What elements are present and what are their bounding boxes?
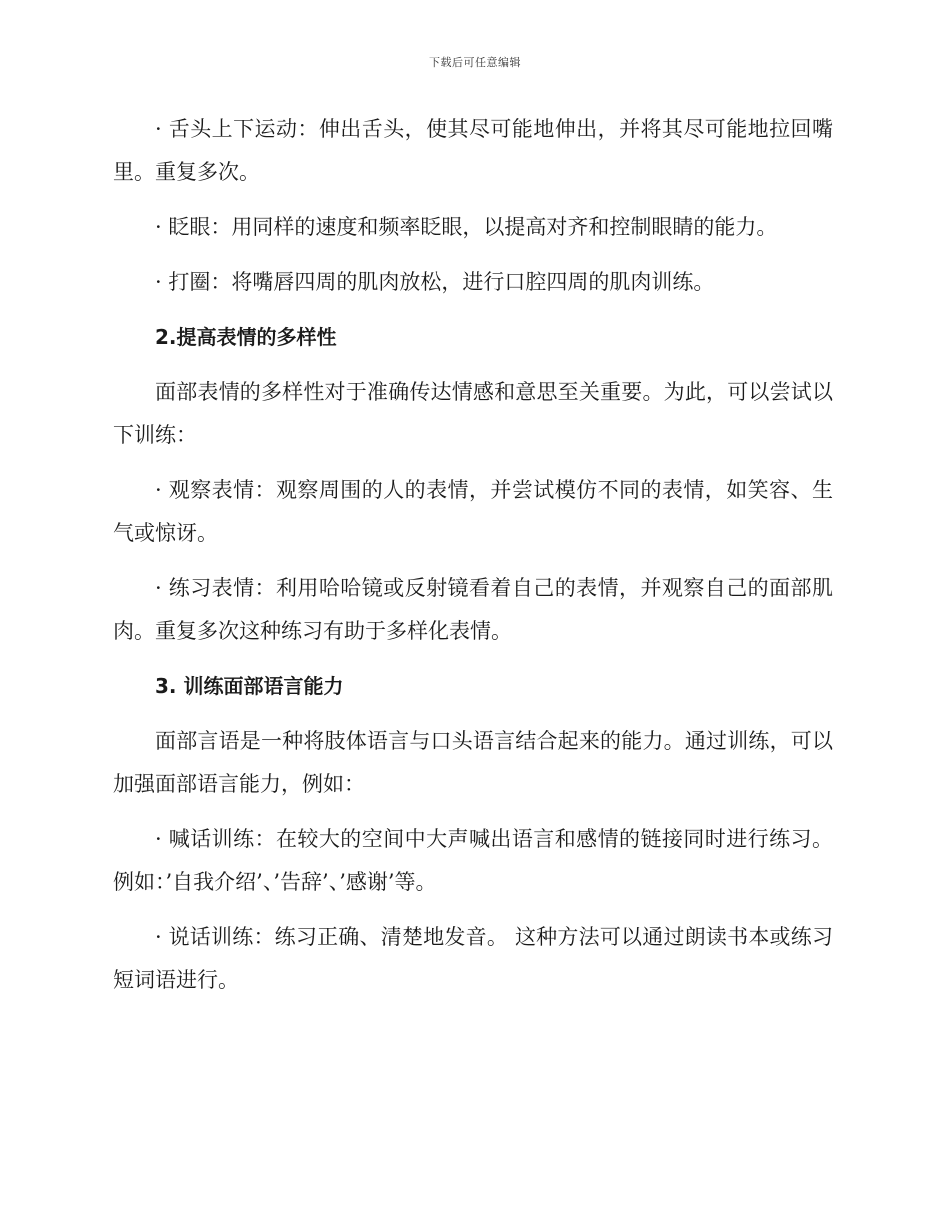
document-body <box>113 108 833 1014</box>
bullet-speaking-training: · 说话训练：练习正确、清楚地发音。 这种方法可以通过朗读书本或练习短词语进行。 <box>113 925 833 992</box>
bullet-blink-exercise: · 眨眼：用同样的速度和频率眨眼，以提高对齐和控制眼睛的能力。 <box>155 215 778 239</box>
bullet-tongue-exercise: · 舌头上下运动：伸出舌头，使其尽可能地伸出，并将其尽可能地拉回嘴里。重复多次。 <box>113 117 833 184</box>
bullet-circle-exercise: · 打圈：将嘴唇四周的肌肉放松，进行口腔四周的肌肉训练。 <box>155 270 715 294</box>
bullet-shouting-training: · 喊话训练：在较大的空间中大声喊出语言和感情的链接同时进行练习。例如：’自我介绍’、’告辞’、’感谢’等。 <box>113 827 833 894</box>
paragraph-expression-intro: 面部表情的多样性对于准确传达情感和意思至关重要。为此，可以尝试以下训练： <box>113 380 833 447</box>
bullet-practice-expression: · 练习表情：利用哈哈镜或反射镜看着自己的表情，并观察自己的面部肌肉。重复多次这种练习有助于多样化表情。 <box>113 576 833 643</box>
section-heading-facial-language: 3. 训练面部语言能力 <box>155 674 344 698</box>
paragraph-facial-language-intro: 面部言语是一种将肢体语言与口头语言结合起来的能力。通过训练，可以加强面部语言能力，例如： <box>113 729 833 796</box>
section-heading-expression-variety: 2.提高表情的多样性 <box>155 325 337 349</box>
page-header: 下载后可任意编辑 <box>429 56 521 69</box>
bullet-observe-expression: · 观察表情：观察周围的人的表情，并尝试模仿不同的表情，如笑容、生气或惊讶。 <box>113 478 833 545</box>
